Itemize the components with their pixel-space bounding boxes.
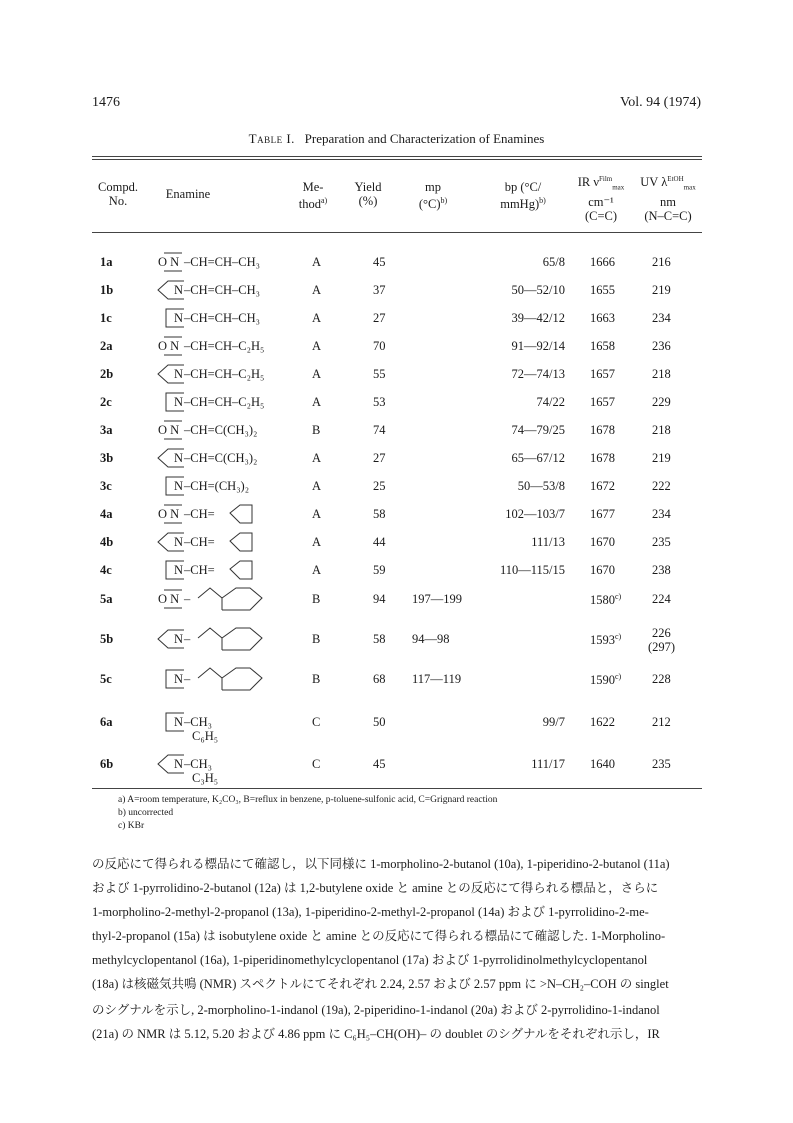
enamine-chain: –CH= (184, 535, 215, 549)
method-cell: B (312, 423, 321, 437)
yield-cell: 50 (373, 715, 386, 729)
method-cell: A (312, 367, 322, 381)
ring-label: N (174, 395, 184, 409)
method-cell: C (312, 715, 321, 729)
ring-label: N (174, 451, 184, 465)
enamine-chain: –CH₃ (184, 715, 212, 729)
method-cell: A (312, 255, 322, 269)
ring-label: O N (158, 423, 180, 437)
uv-cell: 222 (652, 479, 671, 493)
yield-cell: 58 (373, 507, 386, 521)
method-cell: B (312, 632, 321, 646)
table-top-rule-2 (92, 159, 702, 160)
ir-cell: 1640 (590, 757, 615, 771)
uv-cell: 229 (652, 395, 671, 409)
ring-label: O N (158, 507, 180, 521)
body-line-7: のシグナルを示し, 2-morpholino-1-indanol (19a), 2-piperidino-1-indanol (20a) および 2-pyrrolidino-1-indanol (92, 1003, 660, 1017)
enamine-chain: –CH₃ (184, 757, 212, 771)
yield-cell: 25 (373, 479, 386, 493)
ring-label: N (174, 367, 184, 381)
col-enamine: Enamine (165, 187, 211, 201)
col-compd: Compd. No. (98, 180, 138, 208)
method-cell: A (312, 283, 322, 297)
uv-cell: 219 (652, 283, 671, 297)
ir-cell: 1657 (590, 367, 615, 381)
yield-cell: 53 (373, 395, 386, 409)
bp-cell: 74—79/25 (511, 423, 565, 437)
bp-cell: 74/22 (536, 395, 565, 409)
enamine-chain: –CH= (184, 563, 215, 577)
body-line-2: および 1-pyrrolidino-2-butanol (12a) は 1,2-butylene oxide と amine との反応にて得られる標品と，さらに (92, 881, 659, 895)
uv-cell: 236 (652, 339, 671, 353)
enamine-chain: –CH=(CH₃)₂ (184, 479, 250, 493)
indene-ring (196, 664, 276, 694)
ring-label: N (174, 535, 184, 549)
uv-cell: 234 (652, 507, 671, 521)
yield-cell: 27 (373, 451, 386, 465)
ring-label: N (174, 757, 184, 771)
compd-id: 1a (100, 255, 113, 269)
page-number: 1476 (92, 95, 120, 110)
ring-label: O N (158, 339, 180, 353)
enamine-chain: – (184, 632, 191, 646)
ring-label: O N (158, 255, 180, 269)
compd-id: 5b (100, 632, 114, 646)
ring-label: N (174, 311, 184, 325)
enamine-chain-2: C₃H₅ (192, 771, 219, 785)
uv-cell: 235 (652, 535, 671, 549)
uv-cell: 228 (652, 672, 671, 686)
cyclopentylidene-ring (228, 531, 308, 561)
ir-cell: 1622 (590, 715, 615, 729)
body-line-4: thyl-2-propanol (15a) は isobutylene oxide と amine との反応にて得られる標品にて確認した. 1-Morpholino- (92, 929, 666, 943)
method-cell: A (312, 339, 322, 353)
bp-cell: 72—74/13 (511, 367, 565, 381)
footnote-a: a) A=room temperature, K₂CO₃, B=reflux in benzene, p-toluene-sulfonic acid, C=Grignard reaction (118, 795, 498, 805)
compd-id: 4a (100, 507, 113, 521)
indene-ring (196, 584, 276, 614)
ring-label: N (174, 715, 184, 729)
ir-cell: 1663 (590, 311, 615, 325)
bp-cell: 91—92/14 (511, 339, 565, 353)
compd-id: 4b (100, 535, 114, 549)
enamine-chain: –CH=CH–C₂H₅ (184, 339, 265, 353)
body-line-5: methylcyclopentanol (16a), 1-piperidinomethylcyclopentanol (17a) および 1-pyrrolidinolmethylcyclopentanol (92, 953, 648, 967)
body-line-8: (21a) の NMR は 5.12, 5.20 および 4.86 ppm に C₆H₅–CH(OH)– の doublet のシグナルをそれぞれ示し，IR (92, 1027, 660, 1041)
yield-cell: 44 (373, 535, 386, 549)
compd-id: 1b (100, 283, 114, 297)
ir-cell: 1672 (590, 479, 615, 493)
ir-cell: 1657 (590, 395, 615, 409)
uv-cell: 216 (652, 255, 671, 269)
yield-cell: 74 (373, 423, 386, 437)
yield-cell: 58 (373, 632, 386, 646)
col-method: Me- thod$^{a)}$ (298, 180, 328, 212)
ir-cell: 1670 (590, 563, 615, 577)
bp-cell: 65/8 (542, 255, 565, 269)
ir-cell: 1670 (590, 535, 615, 549)
ir-footnote-mark: c) (615, 632, 622, 641)
compd-id: 5c (100, 672, 112, 686)
col-mp: mp $(^\circ C)^{b)}$ (418, 180, 448, 212)
compd-id: 3a (100, 423, 113, 437)
bp-cell: 39—42/12 (511, 311, 565, 325)
method-cell: A (312, 507, 322, 521)
method-cell: A (312, 451, 322, 465)
compd-id: 3c (100, 479, 112, 493)
uv-cell: 219 (652, 451, 671, 465)
yield-cell: 45 (373, 757, 386, 771)
ir-cell: 1655 (590, 283, 615, 297)
yield-cell: 68 (373, 672, 386, 686)
compd-id: 2c (100, 395, 112, 409)
uv-cell: 218 (652, 367, 671, 381)
compd-id: 2a (100, 339, 113, 353)
enamine-chain: –CH=CH–CH₃ (184, 311, 261, 325)
compd-id: 6b (100, 757, 114, 771)
enamine-chain: –CH=CH–C₂H₅ (184, 395, 265, 409)
col-ir: IR $\nu^{Film}_{max}$ cm⁻¹ (C=C) (577, 175, 625, 223)
ir-footnote-mark: c) (615, 592, 622, 601)
table-top-rule (92, 156, 702, 157)
ir-footnote-mark: c) (615, 672, 622, 681)
method-cell: A (312, 395, 322, 409)
ir-cell: 1593$^{c)}$ (590, 632, 622, 648)
bp-cell: 111/13 (531, 535, 565, 549)
ring-label: N (174, 283, 184, 297)
uv-cell: 235 (652, 757, 671, 771)
compd-id: 5a (100, 592, 113, 606)
method-cell: A (312, 563, 322, 577)
mp-cell: 117—119 (412, 672, 462, 686)
bp-cell: 65—67/12 (511, 451, 565, 465)
footnote-b: b) uncorrected (118, 808, 174, 818)
bp-cell: 50—52/10 (511, 283, 565, 297)
journal-volume: Vol. 94 (1974) (619, 95, 701, 110)
enamine-chain-2: C₆H₅ (192, 729, 219, 743)
method-cell: B (312, 592, 321, 606)
caption-label: Table I. (248, 131, 295, 146)
bp-cell: 111/17 (531, 757, 565, 771)
ring-label: N (174, 563, 184, 577)
ring-label: N (174, 672, 184, 686)
enamine-chain: – (184, 592, 191, 606)
yield-cell: 55 (373, 367, 386, 381)
enamine-chain: –CH=CH–CH₃ (184, 283, 261, 297)
ir-cell: 1677 (590, 507, 615, 521)
bp-cell: 50—53/8 (517, 479, 565, 493)
table-bottom-rule (92, 788, 702, 789)
uv-cell: 234 (652, 311, 671, 325)
yield-cell: 70 (373, 339, 386, 353)
uv-cell: 218 (652, 423, 671, 437)
footnote-c: c) KBr (118, 821, 145, 831)
enamine-chain: –CH=C(CH₃)₂ (184, 423, 258, 437)
yield-cell: 27 (373, 311, 386, 325)
enamine-chain: –CH=CH–C₂H₅ (184, 367, 265, 381)
ir-cell: 1590$^{c)}$ (590, 672, 622, 688)
ir-cell: 1678 (590, 451, 615, 465)
enamine-chain: – (184, 672, 191, 686)
caption-title: Preparation and Characterization of Enamines (304, 131, 545, 146)
col-bp: bp (°C/ mmHg)$^{b)}$ (500, 180, 546, 212)
compd-id: 2b (100, 367, 114, 381)
mp-cell: 197—199 (412, 592, 462, 606)
col-uv: UV $\lambda^{EtOH}_{max}$ nm (N–C=C) (640, 175, 696, 223)
method-cell: A (312, 311, 322, 325)
ir-cell: 1666 (590, 255, 615, 269)
uv-cell-2: (297) (648, 640, 676, 654)
mp-cell: 94—98 (412, 632, 450, 646)
col-yield: Yield (%) (354, 180, 382, 208)
bp-cell: 102—103/7 (505, 507, 565, 521)
compd-id: 6a (100, 715, 113, 729)
method-cell: B (312, 672, 321, 686)
uv-cell: 212 (652, 715, 671, 729)
uv-cell: 224 (652, 592, 671, 606)
enamine-chain: –CH= (184, 507, 215, 521)
bp-cell: 99/7 (542, 715, 565, 729)
uv-cell: 238 (652, 563, 671, 577)
ir-cell: 1678 (590, 423, 615, 437)
enamine-chain: –CH=CH–CH₃ (184, 255, 261, 269)
yield-cell: 37 (373, 283, 386, 297)
ring-label: N (174, 479, 184, 493)
bp-cell: 110—115/15 (499, 563, 565, 577)
table-head-rule (92, 232, 702, 233)
indene-ring (196, 624, 276, 654)
uv-cell: 226 (652, 626, 671, 640)
body-line-1: の反応にて得られる標品にて確認し，以下同様に 1-morpholino-2-butanol (10a), 1-piperidino-2-butanol (11a) (92, 857, 670, 871)
yield-cell: 94 (373, 592, 386, 606)
ir-cell: 1580$^{c)}$ (590, 592, 622, 608)
ring-label: O N (158, 592, 180, 606)
ir-cell: 1658 (590, 339, 615, 353)
yield-cell: 59 (373, 563, 386, 577)
method-cell: C (312, 757, 321, 771)
compd-id: 3b (100, 451, 114, 465)
enamine-chain: –CH=C(CH₃)₂ (184, 451, 258, 465)
compd-id: 1c (100, 311, 112, 325)
table-caption (0, 131, 793, 147)
ring-label: N (174, 632, 184, 646)
yield-cell: 45 (373, 255, 386, 269)
method-cell: A (312, 535, 322, 549)
compd-id: 4c (100, 563, 112, 577)
cyclopentylidene-ring (228, 503, 308, 533)
method-cell: A (312, 479, 322, 493)
body-line-3: 1-morpholino-2-methyl-2-propanol (13a), 1-piperidino-2-methyl-2-propanol (14a) および 1-pyrrolidino-2-me- (92, 905, 649, 919)
body-line-6: (18a) は核磁気共鳴 (NMR) スペクトルにてそれぞれ 2.24, 2.57 および 2.57 ppm に >N–CH₂–COH の singlet (92, 977, 669, 991)
